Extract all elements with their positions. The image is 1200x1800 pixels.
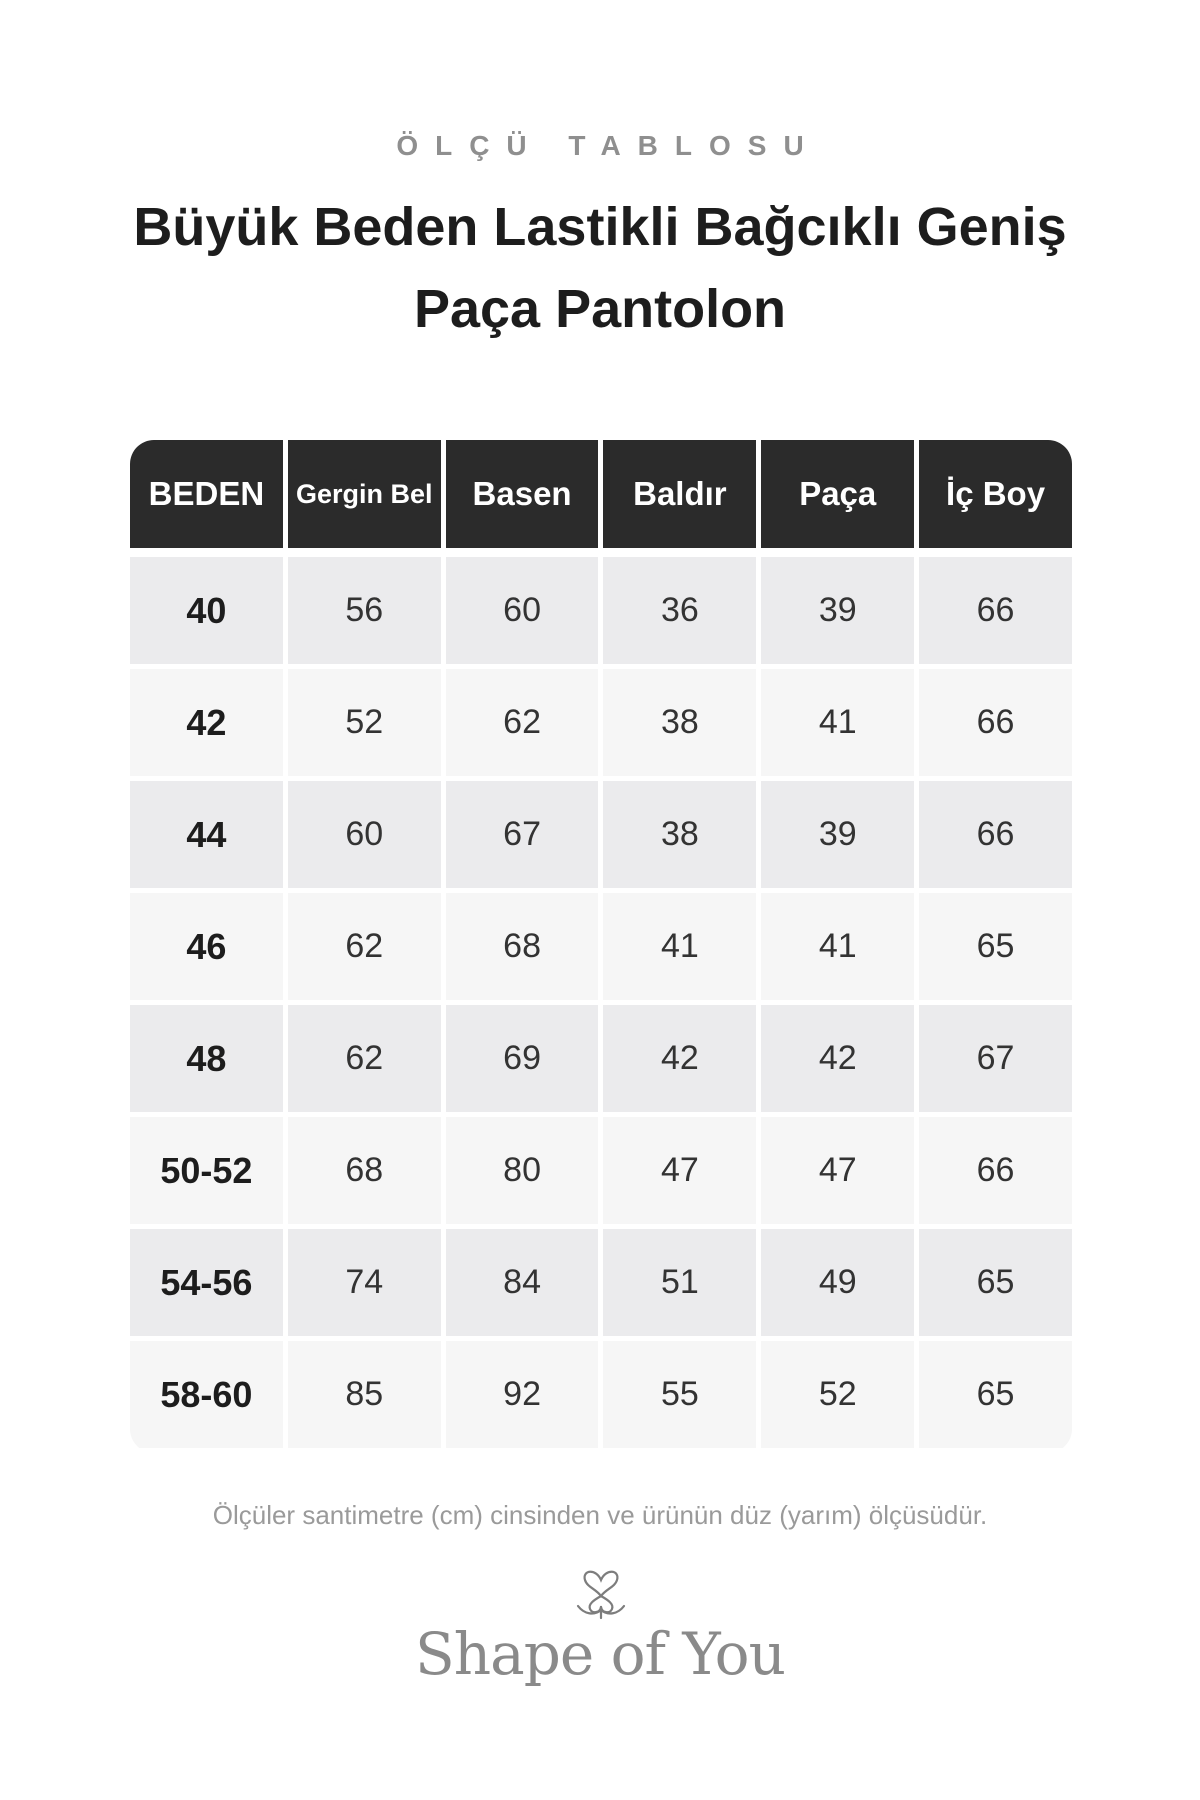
table-cell: 38	[603, 781, 756, 888]
size-cell: 50-52	[130, 1117, 283, 1224]
table-cell: 56	[288, 557, 441, 664]
table-row	[130, 1005, 1072, 1117]
table-cell: 85	[288, 1341, 441, 1448]
table-cell: 66	[919, 1117, 1072, 1224]
table-row	[130, 781, 1072, 893]
size-cell: 40	[130, 557, 283, 664]
size-chart-table	[130, 440, 1072, 1453]
table-cell: 42	[761, 1005, 914, 1112]
table-cell: 41	[603, 893, 756, 1000]
table-cell: 65	[919, 1341, 1072, 1448]
table-cell: 84	[446, 1229, 599, 1336]
column-header-gergin-bel: Gergin Bel	[288, 440, 441, 548]
size-cell: 48	[130, 1005, 283, 1112]
table-header-row	[130, 440, 1072, 552]
table-cell: 62	[288, 1005, 441, 1112]
table-cell: 66	[919, 669, 1072, 776]
table-cell: 39	[761, 557, 914, 664]
column-header-basen: Basen	[446, 440, 599, 548]
size-cell: 54-56	[130, 1229, 283, 1336]
size-cell: 58-60	[130, 1341, 283, 1448]
table-row	[130, 1117, 1072, 1229]
table-cell: 52	[288, 669, 441, 776]
title-line-1: Büyük Beden Lastikli Bağcıklı Geniş	[133, 197, 1067, 257]
table-cell: 47	[603, 1117, 756, 1224]
column-header-paca: Paça	[761, 440, 914, 548]
table-cell: 62	[446, 669, 599, 776]
table-cell: 80	[446, 1117, 599, 1224]
size-cell: 44	[130, 781, 283, 888]
table-cell: 67	[446, 781, 599, 888]
page-title	[100, 186, 1100, 350]
table-cell: 69	[446, 1005, 599, 1112]
table-cell: 65	[919, 893, 1072, 1000]
title-line-2: Paça Pantolon	[413, 279, 787, 339]
table-cell: 67	[919, 1005, 1072, 1112]
table-cell: 55	[603, 1341, 756, 1448]
table-row	[130, 893, 1072, 1005]
table-cell: 66	[919, 557, 1072, 664]
table-cell: 60	[446, 557, 599, 664]
table-cell: 52	[761, 1341, 914, 1448]
table-cell: 36	[603, 557, 756, 664]
table-cell: 68	[288, 1117, 441, 1224]
table-cell: 41	[761, 893, 914, 1000]
page-eyebrow: ÖLÇÜ TABLOSU	[396, 130, 821, 161]
table-cell: 38	[603, 669, 756, 776]
table-cell: 47	[761, 1117, 914, 1224]
size-cell: 42	[130, 669, 283, 776]
table-cell: 62	[288, 893, 441, 1000]
table-row	[130, 1341, 1072, 1453]
table-cell: 68	[446, 893, 599, 1000]
table-cell: 41	[761, 669, 914, 776]
column-header-ic-boy: İç Boy	[919, 440, 1072, 548]
size-cell: 46	[130, 893, 283, 1000]
column-header-beden: BEDEN	[130, 440, 283, 548]
table-cell: 49	[761, 1229, 914, 1336]
measurement-note: Ölçüler santimetre (cm) cinsinden ve ürünün düz (yarım) ölçüsüdür.	[212, 1500, 988, 1530]
column-header-baldir: Baldır	[603, 440, 756, 548]
table-cell: 74	[288, 1229, 441, 1336]
table-cell: 51	[603, 1229, 756, 1336]
heart-flourish-icon	[570, 1558, 632, 1620]
brand-logo: Shape of You	[415, 1620, 785, 1688]
table-cell: 66	[919, 781, 1072, 888]
table-row	[130, 557, 1072, 669]
table-row	[130, 1229, 1072, 1341]
table-cell: 42	[603, 1005, 756, 1112]
table-cell: 92	[446, 1341, 599, 1448]
table-cell: 39	[761, 781, 914, 888]
table-cell: 60	[288, 781, 441, 888]
table-row	[130, 669, 1072, 781]
table-cell: 65	[919, 1229, 1072, 1336]
